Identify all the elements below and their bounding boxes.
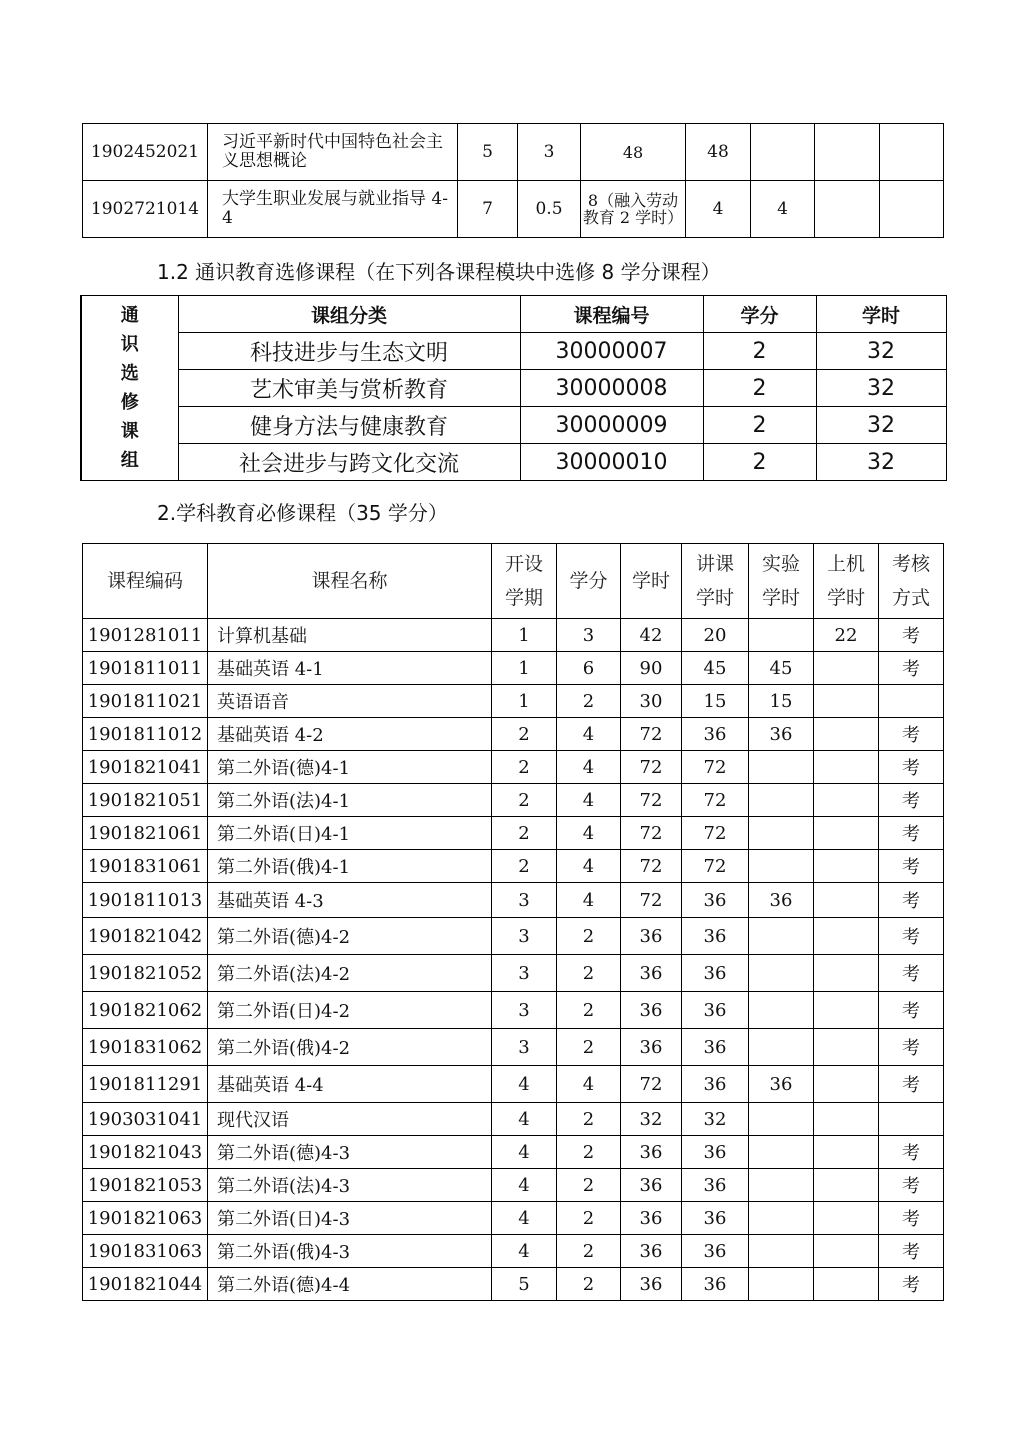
course-computer-hours xyxy=(814,1136,879,1169)
course-lecture-hours: 36 xyxy=(682,1136,749,1169)
course-lecture-hours: 45 xyxy=(682,652,749,685)
table-row xyxy=(83,1202,944,1235)
course-hours: 32 xyxy=(621,1103,682,1136)
table-row xyxy=(81,333,946,370)
course-lab-hours xyxy=(749,992,814,1029)
course-computer-hours xyxy=(814,652,879,685)
course-hours: 90 xyxy=(621,652,682,685)
table-header-row xyxy=(83,544,944,619)
table-row xyxy=(83,1103,944,1136)
course-exam-mode: 考 xyxy=(879,817,944,850)
course-exam-mode: 考 xyxy=(879,850,944,883)
course-semester: 1 xyxy=(492,619,557,652)
course-credits: 3 xyxy=(518,124,581,181)
course-computer-hours xyxy=(814,1268,879,1301)
table-row xyxy=(83,619,944,652)
course-credits: 4 xyxy=(557,1066,621,1103)
header-semester xyxy=(492,544,557,619)
course-exam-mode: 考 xyxy=(879,784,944,817)
course-exam-mode: 考 xyxy=(879,652,944,685)
course-lab-hours xyxy=(749,918,814,955)
course-hours: 72 xyxy=(621,784,682,817)
course-credits: 0.5 xyxy=(518,181,581,238)
header-lab-hours xyxy=(749,544,814,619)
table-row xyxy=(83,883,944,918)
course-credits: 2 xyxy=(557,918,621,955)
elective-hours: 32 xyxy=(816,407,946,444)
course-lecture-hours: 36 xyxy=(682,955,749,992)
course-code: 1901811291 xyxy=(83,1066,208,1103)
course-name: 基础英语 4-3 xyxy=(208,883,492,918)
course-exam-mode xyxy=(880,181,944,238)
table-header-row xyxy=(81,296,946,333)
elective-hours: 32 xyxy=(816,333,946,370)
course-exam-mode: 考 xyxy=(879,918,944,955)
course-semester: 2 xyxy=(492,817,557,850)
course-computer-hours xyxy=(814,850,879,883)
course-lab-hours xyxy=(749,784,814,817)
course-hours: 72 xyxy=(621,817,682,850)
course-lecture-hours: 36 xyxy=(682,1268,749,1301)
course-lab-hours: 45 xyxy=(749,652,814,685)
course-hours: 72 xyxy=(621,718,682,751)
course-code: 1901821062 xyxy=(83,992,208,1029)
course-name: 第二外语(德)4-1 xyxy=(208,751,492,784)
course-name: 大学生职业发展与就业指导 4-4 xyxy=(208,181,458,238)
course-exam-mode: 考 xyxy=(879,883,944,918)
course-lecture-hours: 72 xyxy=(682,751,749,784)
table-row xyxy=(81,444,946,481)
course-credits: 2 xyxy=(557,1169,621,1202)
course-credits: 2 xyxy=(557,1235,621,1268)
course-code: 1901821043 xyxy=(83,1136,208,1169)
course-lecture-hours: 36 xyxy=(682,718,749,751)
course-computer-hours xyxy=(814,1103,879,1136)
course-computer-hours xyxy=(814,784,879,817)
course-code: 1901821061 xyxy=(83,817,208,850)
table-row xyxy=(83,1235,944,1268)
section-heading-discipline-required: 2.学科教育必修课程（35 学分） xyxy=(157,501,448,525)
course-exam-mode: 考 xyxy=(879,1169,944,1202)
course-name: 第二外语(日)4-3 xyxy=(208,1202,492,1235)
course-name: 基础英语 4-2 xyxy=(208,718,492,751)
course-lecture-hours: 72 xyxy=(682,817,749,850)
course-semester: 4 xyxy=(492,1235,557,1268)
course-computer-hours xyxy=(814,718,879,751)
course-name: 习近平新时代中国特色社会主义思想概论 xyxy=(208,124,458,181)
course-semester: 4 xyxy=(492,1103,557,1136)
header-credits: 学分 xyxy=(703,296,816,333)
course-computer-hours xyxy=(814,1235,879,1268)
header-lecture-line2: 学时 xyxy=(695,587,734,609)
table-row xyxy=(81,370,946,407)
course-credits: 4 xyxy=(557,784,621,817)
course-code: 1901281011 xyxy=(83,619,208,652)
course-hours: 72 xyxy=(621,1066,682,1103)
course-code: 1901821042 xyxy=(83,918,208,955)
course-credits: 2 xyxy=(557,992,621,1029)
general-electives-table xyxy=(80,295,947,481)
table-row xyxy=(83,718,944,751)
elective-code: 30000007 xyxy=(520,333,703,370)
header-semester-line1: 开设 xyxy=(504,553,543,575)
course-name: 第二外语(德)4-4 xyxy=(208,1268,492,1301)
course-semester: 3 xyxy=(492,992,557,1029)
header-course-number: 课程编号 xyxy=(520,296,703,333)
course-semester: 3 xyxy=(492,1029,557,1066)
course-lecture-hours: 36 xyxy=(682,1169,749,1202)
course-credits: 4 xyxy=(557,817,621,850)
course-computer-hours xyxy=(814,817,879,850)
course-semester: 2 xyxy=(492,784,557,817)
course-lab-hours xyxy=(749,1268,814,1301)
course-lab-hours: 15 xyxy=(749,685,814,718)
course-semester: 2 xyxy=(492,718,557,751)
course-credits: 6 xyxy=(557,652,621,685)
course-code: 1901831061 xyxy=(83,850,208,883)
course-credits: 2 xyxy=(557,1136,621,1169)
course-credits: 2 xyxy=(557,685,621,718)
header-lab-line1: 实验 xyxy=(761,553,800,575)
course-name: 计算机基础 xyxy=(208,619,492,652)
group-label-char: 选 xyxy=(120,363,139,384)
course-exam-mode: 考 xyxy=(879,718,944,751)
course-computer-hours xyxy=(814,918,879,955)
course-lab-hours: 4 xyxy=(751,181,815,238)
table-row xyxy=(83,751,944,784)
course-hours: 72 xyxy=(621,883,682,918)
course-exam-mode: 考 xyxy=(879,955,944,992)
table-row xyxy=(83,992,944,1029)
course-exam-mode: 考 xyxy=(879,1268,944,1301)
course-name: 英语语音 xyxy=(208,685,492,718)
course-lecture-hours: 72 xyxy=(682,850,749,883)
required-courses-continued-table xyxy=(82,123,944,238)
required-courses-body xyxy=(83,124,944,238)
course-semester: 2 xyxy=(492,850,557,883)
course-credits: 4 xyxy=(557,883,621,918)
course-credits: 4 xyxy=(557,751,621,784)
course-credits: 2 xyxy=(557,1103,621,1136)
elective-code: 30000008 xyxy=(520,370,703,407)
course-code: 1901821051 xyxy=(83,784,208,817)
course-semester: 5 xyxy=(458,124,518,181)
elective-hours: 32 xyxy=(816,444,946,481)
section-heading-general-electives: 1.2 通识教育选修课程（在下列各课程模块中选修 8 学分课程） xyxy=(157,260,721,284)
course-name: 第二外语(法)4-2 xyxy=(208,955,492,992)
group-label-char: 通 xyxy=(120,305,139,326)
course-name: 第二外语(法)4-1 xyxy=(208,784,492,817)
course-code: 1901821041 xyxy=(83,751,208,784)
course-lab-hours xyxy=(749,619,814,652)
course-lab-hours xyxy=(749,1235,814,1268)
elective-code: 30000010 xyxy=(520,444,703,481)
course-lab-hours xyxy=(749,1202,814,1235)
course-code: 1901831063 xyxy=(83,1235,208,1268)
table-row xyxy=(83,124,944,181)
elective-code: 30000009 xyxy=(520,407,703,444)
course-semester: 5 xyxy=(492,1268,557,1301)
course-lecture-hours: 20 xyxy=(682,619,749,652)
course-code: 1901821052 xyxy=(83,955,208,992)
table-row xyxy=(83,1268,944,1301)
course-computer-hours xyxy=(814,1029,879,1066)
course-hours: 36 xyxy=(621,1202,682,1235)
course-semester: 1 xyxy=(492,652,557,685)
course-hours: 36 xyxy=(621,1029,682,1066)
table-row xyxy=(83,1029,944,1066)
course-computer-hours xyxy=(814,1066,879,1103)
header-exam-mode xyxy=(879,544,944,619)
header-lecture-hours xyxy=(682,544,749,619)
course-code: 1901821063 xyxy=(83,1202,208,1235)
table-row xyxy=(83,1066,944,1103)
elective-credits: 2 xyxy=(703,370,816,407)
course-lab-hours xyxy=(751,124,815,181)
course-credits: 3 xyxy=(557,619,621,652)
course-name: 第二外语(俄)4-3 xyxy=(208,1235,492,1268)
general-electives-body xyxy=(81,296,946,481)
header-computer-hours xyxy=(814,544,879,619)
course-name: 第二外语(俄)4-1 xyxy=(208,850,492,883)
table-row xyxy=(83,955,944,992)
course-hours: 36 xyxy=(621,1136,682,1169)
course-hours: 36 xyxy=(621,955,682,992)
course-hours: 72 xyxy=(621,850,682,883)
table-row xyxy=(83,784,944,817)
course-lecture-hours: 36 xyxy=(682,883,749,918)
course-exam-mode: 考 xyxy=(879,619,944,652)
discipline-table-header xyxy=(83,544,944,619)
course-lab-hours xyxy=(749,1169,814,1202)
course-exam-mode: 考 xyxy=(879,1029,944,1066)
header-lecture-line1: 讲课 xyxy=(695,553,734,575)
header-semester-line2: 学期 xyxy=(504,587,543,609)
course-name: 第二外语(德)4-3 xyxy=(208,1136,492,1169)
course-lab-hours xyxy=(749,817,814,850)
course-exam-mode: 考 xyxy=(879,751,944,784)
group-label-char: 组 xyxy=(120,450,139,471)
course-code: 1902452021 xyxy=(83,124,208,181)
course-name: 现代汉语 xyxy=(208,1103,492,1136)
course-hours: 30 xyxy=(621,685,682,718)
course-code: 1901821044 xyxy=(83,1268,208,1301)
elective-category: 艺术审美与赏析教育 xyxy=(178,370,520,407)
course-lecture-hours: 4 xyxy=(686,181,751,238)
table-row xyxy=(83,918,944,955)
table-row xyxy=(83,1136,944,1169)
course-lab-hours xyxy=(749,1029,814,1066)
course-hours: 36 xyxy=(621,992,682,1029)
discipline-required-table xyxy=(82,543,944,1301)
course-lecture-hours: 15 xyxy=(682,685,749,718)
table-row xyxy=(83,685,944,718)
table-row xyxy=(83,850,944,883)
course-exam-mode: 考 xyxy=(879,1066,944,1103)
course-code: 1903031041 xyxy=(83,1103,208,1136)
course-hours: 8（融入劳动教育 2 学时） xyxy=(581,181,686,238)
table-row xyxy=(83,1169,944,1202)
elective-hours: 32 xyxy=(816,370,946,407)
discipline-table-body xyxy=(83,619,944,1301)
course-lecture-hours: 36 xyxy=(682,918,749,955)
course-credits: 4 xyxy=(557,718,621,751)
course-code: 1901811021 xyxy=(83,685,208,718)
course-computer-hours xyxy=(815,181,880,238)
course-lab-hours xyxy=(749,1136,814,1169)
header-exam-line1: 考核 xyxy=(891,553,930,575)
header-credits: 学分 xyxy=(557,544,621,619)
course-code: 1901811012 xyxy=(83,718,208,751)
header-exam-line2: 方式 xyxy=(891,587,930,609)
table-row xyxy=(83,181,944,238)
course-computer-hours xyxy=(814,883,879,918)
course-semester: 4 xyxy=(492,1202,557,1235)
header-hours: 学时 xyxy=(816,296,946,333)
course-name: 第二外语(法)4-3 xyxy=(208,1169,492,1202)
course-credits: 2 xyxy=(557,1202,621,1235)
course-name: 第二外语(日)4-1 xyxy=(208,817,492,850)
course-code: 1901831062 xyxy=(83,1029,208,1066)
course-computer-hours xyxy=(814,751,879,784)
group-label-char: 修 xyxy=(120,392,139,413)
course-semester: 3 xyxy=(492,918,557,955)
course-lab-hours xyxy=(749,955,814,992)
header-computer-line1: 上机 xyxy=(826,553,865,575)
table-row xyxy=(83,817,944,850)
course-lab-hours: 36 xyxy=(749,883,814,918)
course-semester: 7 xyxy=(458,181,518,238)
course-hours: 36 xyxy=(621,918,682,955)
elective-category: 健身方法与健康教育 xyxy=(178,407,520,444)
course-computer-hours xyxy=(814,685,879,718)
course-computer-hours xyxy=(814,992,879,1029)
elective-category: 科技进步与生态文明 xyxy=(178,333,520,370)
elective-credits: 2 xyxy=(703,333,816,370)
course-credits: 2 xyxy=(557,1268,621,1301)
course-hours: 48 xyxy=(581,124,686,181)
elective-category: 社会进步与跨文化交流 xyxy=(178,444,520,481)
course-code: 1901811013 xyxy=(83,883,208,918)
group-label-char: 识 xyxy=(120,334,139,355)
course-semester: 4 xyxy=(492,1066,557,1103)
course-name: 基础英语 4-1 xyxy=(208,652,492,685)
course-semester: 3 xyxy=(492,955,557,992)
course-exam-mode: 考 xyxy=(879,1136,944,1169)
course-lecture-hours: 32 xyxy=(682,1103,749,1136)
course-lecture-hours: 48 xyxy=(686,124,751,181)
course-credits: 2 xyxy=(557,955,621,992)
course-exam-mode: 考 xyxy=(879,1235,944,1268)
course-semester: 3 xyxy=(492,883,557,918)
course-lecture-hours: 36 xyxy=(682,1235,749,1268)
course-lecture-hours: 36 xyxy=(682,1202,749,1235)
course-lab-hours xyxy=(749,850,814,883)
header-course-code: 课程编码 xyxy=(83,544,208,619)
course-computer-hours xyxy=(814,955,879,992)
course-semester: 4 xyxy=(492,1169,557,1202)
course-exam-mode xyxy=(879,685,944,718)
course-exam-mode xyxy=(880,124,944,181)
course-lecture-hours: 72 xyxy=(682,784,749,817)
course-computer-hours xyxy=(814,1202,879,1235)
header-hours: 学时 xyxy=(621,544,682,619)
course-hours: 36 xyxy=(621,1169,682,1202)
course-exam-mode: 考 xyxy=(879,992,944,1029)
course-credits: 4 xyxy=(557,850,621,883)
course-lecture-hours: 36 xyxy=(682,992,749,1029)
course-code: 1901811011 xyxy=(83,652,208,685)
header-computer-line2: 学时 xyxy=(826,587,865,609)
course-hours: 36 xyxy=(621,1235,682,1268)
elective-credits: 2 xyxy=(703,407,816,444)
course-lab-hours: 36 xyxy=(749,1066,814,1103)
course-lab-hours: 36 xyxy=(749,718,814,751)
course-hours: 72 xyxy=(621,751,682,784)
header-course-name: 课程名称 xyxy=(208,544,492,619)
course-lecture-hours: 36 xyxy=(682,1066,749,1103)
group-label-char: 课 xyxy=(120,421,139,442)
course-code: 1901821053 xyxy=(83,1169,208,1202)
course-computer-hours xyxy=(815,124,880,181)
course-computer-hours: 22 xyxy=(814,619,879,652)
course-code: 1902721014 xyxy=(83,181,208,238)
elective-credits: 2 xyxy=(703,444,816,481)
course-name: 第二外语(德)4-2 xyxy=(208,918,492,955)
course-credits: 2 xyxy=(557,1029,621,1066)
elective-group-label xyxy=(81,296,178,481)
table-row xyxy=(81,407,946,444)
course-lab-hours xyxy=(749,751,814,784)
course-hours: 36 xyxy=(621,1268,682,1301)
course-semester: 4 xyxy=(492,1136,557,1169)
course-semester: 2 xyxy=(492,751,557,784)
course-semester: 1 xyxy=(492,685,557,718)
course-exam-mode xyxy=(879,1103,944,1136)
course-exam-mode: 考 xyxy=(879,1202,944,1235)
course-name: 基础英语 4-4 xyxy=(208,1066,492,1103)
course-lab-hours xyxy=(749,1103,814,1136)
course-name: 第二外语(俄)4-2 xyxy=(208,1029,492,1066)
course-hours: 42 xyxy=(621,619,682,652)
course-name: 第二外语(日)4-2 xyxy=(208,992,492,1029)
header-lab-line2: 学时 xyxy=(761,587,800,609)
table-row xyxy=(83,652,944,685)
header-category: 课组分类 xyxy=(178,296,520,333)
course-lecture-hours: 36 xyxy=(682,1029,749,1066)
course-computer-hours xyxy=(814,1169,879,1202)
